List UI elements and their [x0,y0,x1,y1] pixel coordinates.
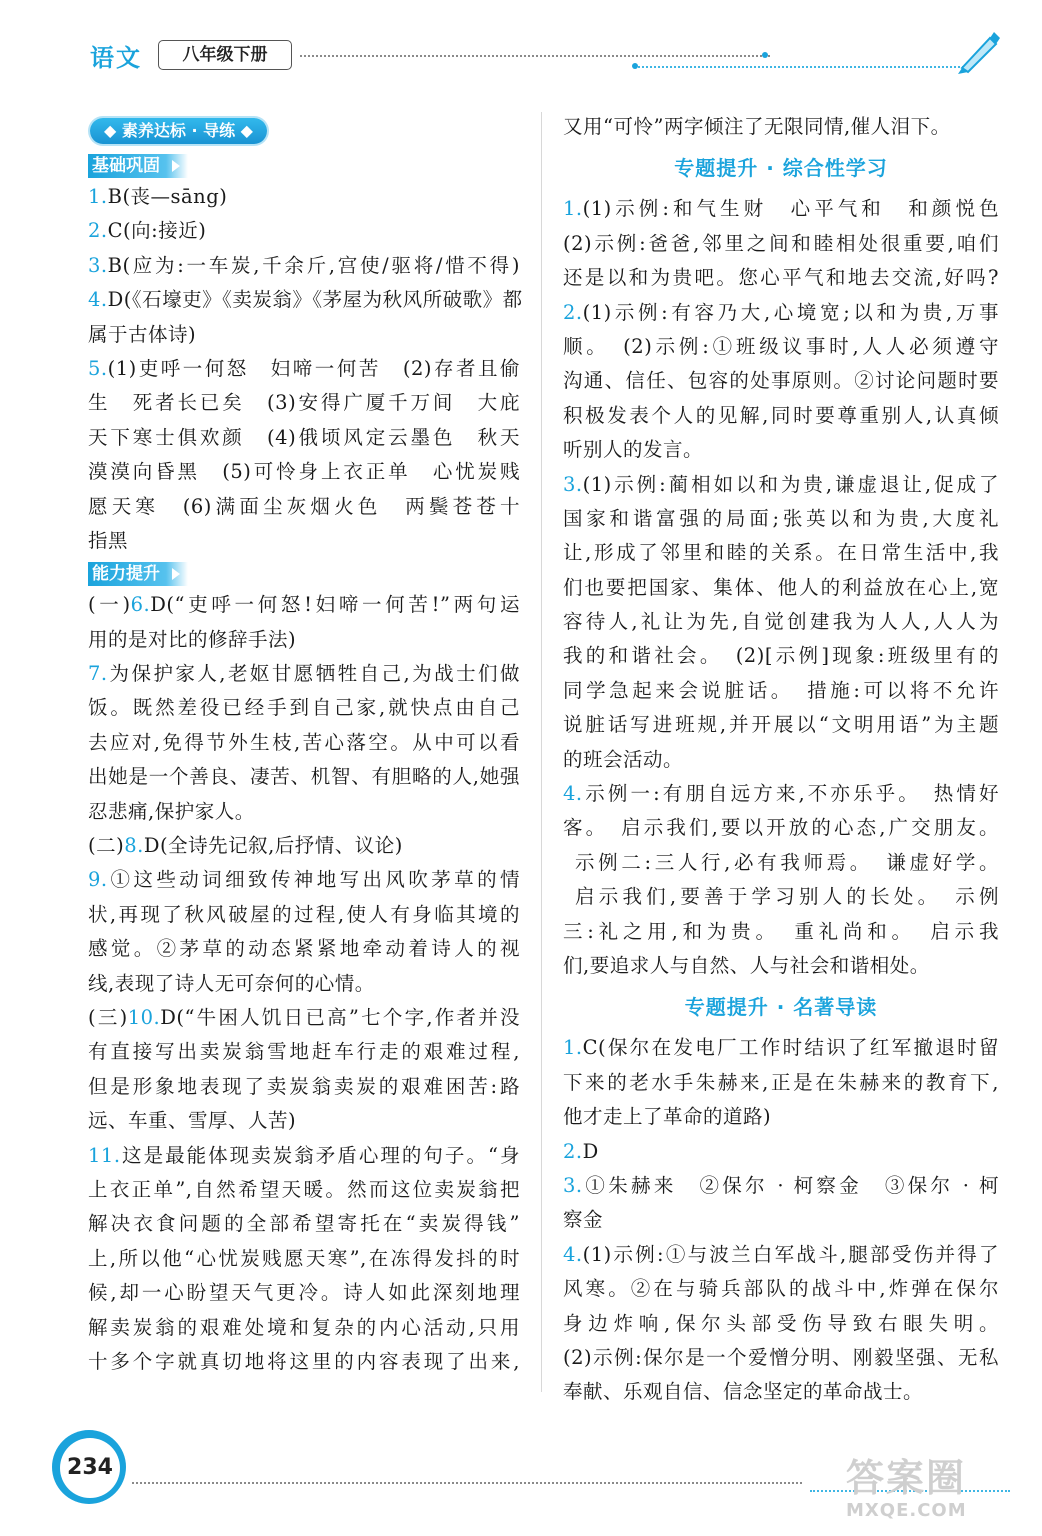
answer-text: D(“吏呼一何怒!妇啼一何苦!”两句运 [150,593,520,617]
answer-line [88,588,520,622]
answer-line [88,623,520,657]
section-header-label: 基础巩固 [92,156,160,176]
answer-text: 上衣正单”,自然希望天暖。然而这位卖炭翁把 [88,1177,520,1201]
answer-text: 漠漠向昏黑 (5)可怜身上衣正单 心忧炭贱 [88,460,520,484]
answer-line [88,898,520,932]
right-column [563,110,999,1410]
answer-line [563,1066,999,1100]
answer-text: 风寒。②在与骑兵部队的战斗中,炸弹在保尔 [563,1277,999,1301]
answer-text: D [582,1139,599,1163]
answer-line [88,1173,520,1207]
answer-text: 沟通、信任、包容的处事原则。②讨论问题时要 [563,369,999,393]
answer-line [563,536,999,570]
answer-text: 有直接写出卖炭翁雪地赶车行走的艰难过程, [88,1040,520,1064]
answer-text: 上,所以他“心忧炭贱愿天寒”,在冻得发抖的时 [88,1246,520,1270]
answer-text: 线,表现了诗人无可奈何的心情。 [88,971,375,995]
watermark [846,1456,1016,1532]
part-label: (二) [88,834,125,858]
answer-line [563,743,999,777]
answer-text: 用的是对比的修辞手法) [88,627,297,651]
question-number: 8. [124,834,144,858]
answer-line [88,455,520,489]
answer-text: (1)示例:有容乃大,心境宽;以和为贵,万事 [582,300,999,324]
answer-text: 客。 启示我们,要以开放的心态,广交朋友。 [563,816,999,840]
answer-text: (1)吏呼一何怒 妇啼一何苦 (2)存者且偷 [107,356,520,380]
question-number: 1. [88,185,108,208]
answer-text: 下来的老水手朱赫来,正是在朱赫来的教育下, [563,1070,999,1094]
answer-line [563,571,999,605]
answer-text: 身边炸响,保尔头部受伤导致右眼失明。 [563,1311,999,1335]
section-header-label: 能力提升 [92,564,160,585]
question-number: 3. [88,253,108,277]
answer-line [563,1169,999,1203]
answer-text: 我的和谐社会。 (2)[示例]现象:班级里有的 [563,644,999,668]
topic-title: 专题提升 · 综合性学习 [674,156,888,181]
answer-text: 解卖炭翁的艰难处境和复杂的内心活动,只用 [88,1315,520,1339]
question-number: 2. [563,1139,583,1163]
answer-text: 十多个字就真切地将这里的内容表现了出来, [88,1349,520,1373]
answer-text: (2)示例:保尔是一个爱憎分明、刚毅坚强、无私 [563,1345,999,1369]
answer-text: 为保护家人,老妪甘愿牺牲自己,为战士们做 [107,662,520,686]
question-number: 2. [563,300,583,324]
answer-line [88,829,520,863]
question-number: 11. [88,1143,121,1167]
question-number: 4. [563,1242,583,1266]
answer-text: 天下寒士俱欢颜 (4)俄顷风定云墨色 秋天 [88,425,520,449]
answer-line [88,1001,520,1035]
watermark-url: MXQE.COM [846,1500,967,1521]
page-number: 234 [60,1438,120,1498]
answer-text: 还是以和为贵吧。您心平气和地去交流,好吗? [563,266,999,290]
answer-line [563,502,999,536]
answer-line [563,880,999,914]
question-number: 4. [563,782,583,806]
answer-line [88,932,520,966]
answer-line [88,1104,520,1138]
answer-line [88,863,520,897]
answer-text: (1)示例:①与波兰白军战斗,腿部受伤并得了 [582,1242,999,1266]
page-footer [0,1420,1042,1536]
column-divider [541,112,542,1392]
answer-text: C(向:接近) [107,219,207,243]
answer-line [88,180,520,214]
answer-text: B(丧—sāng) [107,185,228,208]
topic-title: 专题提升 · 名著导读 [684,995,878,1020]
answer-text: 国家和谐富强的局面;张英以和为贵,大度礼 [563,506,999,530]
answer-text: 他才走上了革命的道路) [563,1105,772,1129]
triangle-right-icon [172,568,180,580]
answer-line [88,1242,520,1276]
answer-line [88,1207,520,1241]
answer-text: 让,形成了邻里和睦的关系。在日常生活中,我 [563,541,999,565]
answer-text: D(“牛困人饥日已高”七个字,作者并没 [160,1005,520,1029]
question-number: 7. [88,662,108,686]
header-dot [762,52,768,58]
answer-line [563,1238,999,1272]
answer-line [563,468,999,502]
answer-text: 积极发表个人的见解,同时要尊重别人,认真倾 [563,403,999,427]
section-header [88,562,188,586]
answer-line [88,214,520,248]
left-column [88,110,523,1379]
answer-text: 同学急起来会说脏话。 措施:可以将不允许 [563,678,999,702]
part-label: (一) [88,593,131,617]
section-header [88,154,188,178]
answer-line [563,261,999,295]
answer-text: (1)示例:和气生财 心平气和 和颜悦色 [582,197,999,221]
answer-text: 解决衣食问题的全部希望寄托在“卖炭得钱” [88,1212,520,1236]
watermark-title: 答案圈 [846,1456,967,1500]
page-header [0,0,1042,80]
answer-line [563,1341,999,1375]
answer-text: 远、车重、雪厚、人苦) [88,1109,297,1133]
answer-text: 启示我们,要善于学习别人的长处。 示例 [575,885,999,909]
answer-line [88,726,520,760]
answer-text: 出她是一个善良、凄苦、机智、有胆略的人,她强 [88,765,520,789]
answer-text: 示例二:三人行,必有我师焉。 谦虚好学。 [575,850,999,874]
part-label: (三) [88,1005,128,1029]
answer-line [88,283,523,317]
answer-line [88,1035,520,1069]
answer-text: (2)示例:爸爸,邻里之间和睦相处很重要,咱们 [563,231,999,255]
answer-line [88,1345,520,1379]
pen-icon [952,26,1002,76]
answer-line [563,330,999,364]
answer-text: 指黑 [88,528,129,552]
answer-text: 这是最能体现卖炭翁矛盾心理的句子。“身 [120,1143,520,1167]
question-number: 1. [563,197,583,221]
answer-text: 饭。既然差役已经手到自己家,就快点由自己 [88,696,520,720]
header-divider [300,55,770,57]
grade-label: 八年级下册 [158,40,292,70]
answer-line [88,1276,520,1310]
answer-line [88,691,520,725]
answer-line [563,915,999,949]
answer-line [563,364,999,398]
answer-line [88,1139,520,1173]
triangle-right-icon [172,160,180,172]
answer-line [88,524,520,558]
answer-line [563,777,999,811]
answer-line [563,708,999,742]
question-number: 2. [88,219,108,243]
answer-text: 奉献、乐观自信、信念坚定的革命战士。 [563,1380,924,1404]
answer-text: 说脏话写进班规,并开展以“文明用语”为主题 [563,713,999,737]
answer-line [563,192,999,226]
answer-text: 属于古体诗) [88,322,197,346]
answer-text: 听别人的发言。 [563,438,704,462]
answer-text: 们也要把国家、集体、他人的利益放在心上,宽 [563,575,999,599]
answer-text: D(全诗先记叙,后抒情、议论) [143,834,403,858]
answer-line [563,1135,999,1169]
answer-line [563,949,999,983]
answer-line [563,1307,999,1341]
question-number: 3. [563,472,583,496]
answer-text: 去应对,免得节外生枝,苦心落空。从中可以看 [88,730,520,754]
answer-line [563,399,999,433]
question-number: 5. [88,356,108,380]
answer-text: 示例一:有朋自远方来,不亦乐乎。 热情好 [582,782,999,806]
answer-line [563,811,999,845]
answer-line [88,421,520,455]
answer-line [88,795,520,829]
footer-divider [132,1482,802,1484]
answer-text: 三:礼之用,和为贵。 重礼尚和。 启示我 [563,919,999,943]
header-divider-blue [634,66,964,68]
answer-line [563,605,999,639]
answer-line [563,674,999,708]
answer-line [88,967,520,1001]
answer-text: ①朱赫来 ②保尔 · 柯察金 ③保尔 · 柯 [582,1173,999,1197]
header-dot [632,63,638,69]
answer-text: D(《石壕吏》《卖炭翁》《茅屋为秋风所破歌》都 [107,288,523,312]
answer-line [563,1375,999,1409]
answer-line [563,846,999,880]
question-number: 6. [130,593,151,617]
answer-text: 忍悲痛,保护家人。 [88,799,255,823]
answer-line [563,433,999,467]
answer-line [563,1272,999,1306]
answer-text: 愿天寒 (6)满面尘灰烟火色 两鬓苍苍十 [88,494,520,518]
answer-text: (1)示例:蔺相如以和为贵,谦虚退让,促成了 [582,472,999,496]
answer-text: C(保尔在发电厂工作时结识了红军撤退时留 [582,1036,999,1060]
answer-text: 但是形象地表现了卖炭翁卖炭的艰难困苦:路 [88,1074,520,1098]
answer-line [88,657,520,691]
answer-line [563,296,999,330]
question-number: 1. [563,1036,583,1060]
answer-text: 的班会活动。 [563,747,684,771]
answer-line [88,318,520,352]
answer-text: 状,再现了秋风破屋的过程,使人有身临其境的 [88,902,520,926]
question-number: 4. [88,288,108,312]
answer-line [88,1311,520,1345]
answer-line [88,760,520,794]
answer-text: 感觉。②茅草的动态紧紧地牵动着诗人的视 [88,937,520,961]
answer-text: 候,却一心盼望天气更冷。诗人如此深刻地理 [88,1281,520,1305]
question-number: 3. [563,1173,583,1197]
answer-text: 又用“可怜”两字倾注了无限同情,催人泪下。 [563,115,951,138]
answer-line [563,110,999,144]
question-number: 9. [88,868,108,892]
answer-text: 生 死者长已矣 (3)安得广厦千万间 大庇 [88,391,520,415]
answer-line [563,1031,999,1065]
subject-label: 语文 [90,44,142,72]
answer-line [88,386,520,420]
answer-line [88,249,520,283]
answer-line [563,1203,999,1237]
answer-line [88,352,520,386]
answer-text: 顺。 (2)示例:①班级议事时,人人必须遵守 [563,334,999,358]
answer-line [563,1100,999,1134]
answer-line [563,639,999,673]
answer-text: 容待人,礼让为先,自觉创建我为人人,人人为 [563,610,999,634]
answer-text: 察金 [563,1208,604,1232]
answer-line [88,490,520,524]
question-number: 10. [127,1005,161,1029]
answer-text: ①这些动词细致传神地写出风吹茅草的情 [107,868,520,892]
answer-text: B(应为:一车炭,千余斤,宫使/驱将/惜不得) [107,253,520,277]
answer-line [563,227,999,261]
answer-text: 们,要追求人与自然、人与社会和谐相处。 [563,953,930,977]
answer-line [88,1070,520,1104]
section-badge: ◆ 素养达标 · 导练 ◆ [90,118,267,144]
